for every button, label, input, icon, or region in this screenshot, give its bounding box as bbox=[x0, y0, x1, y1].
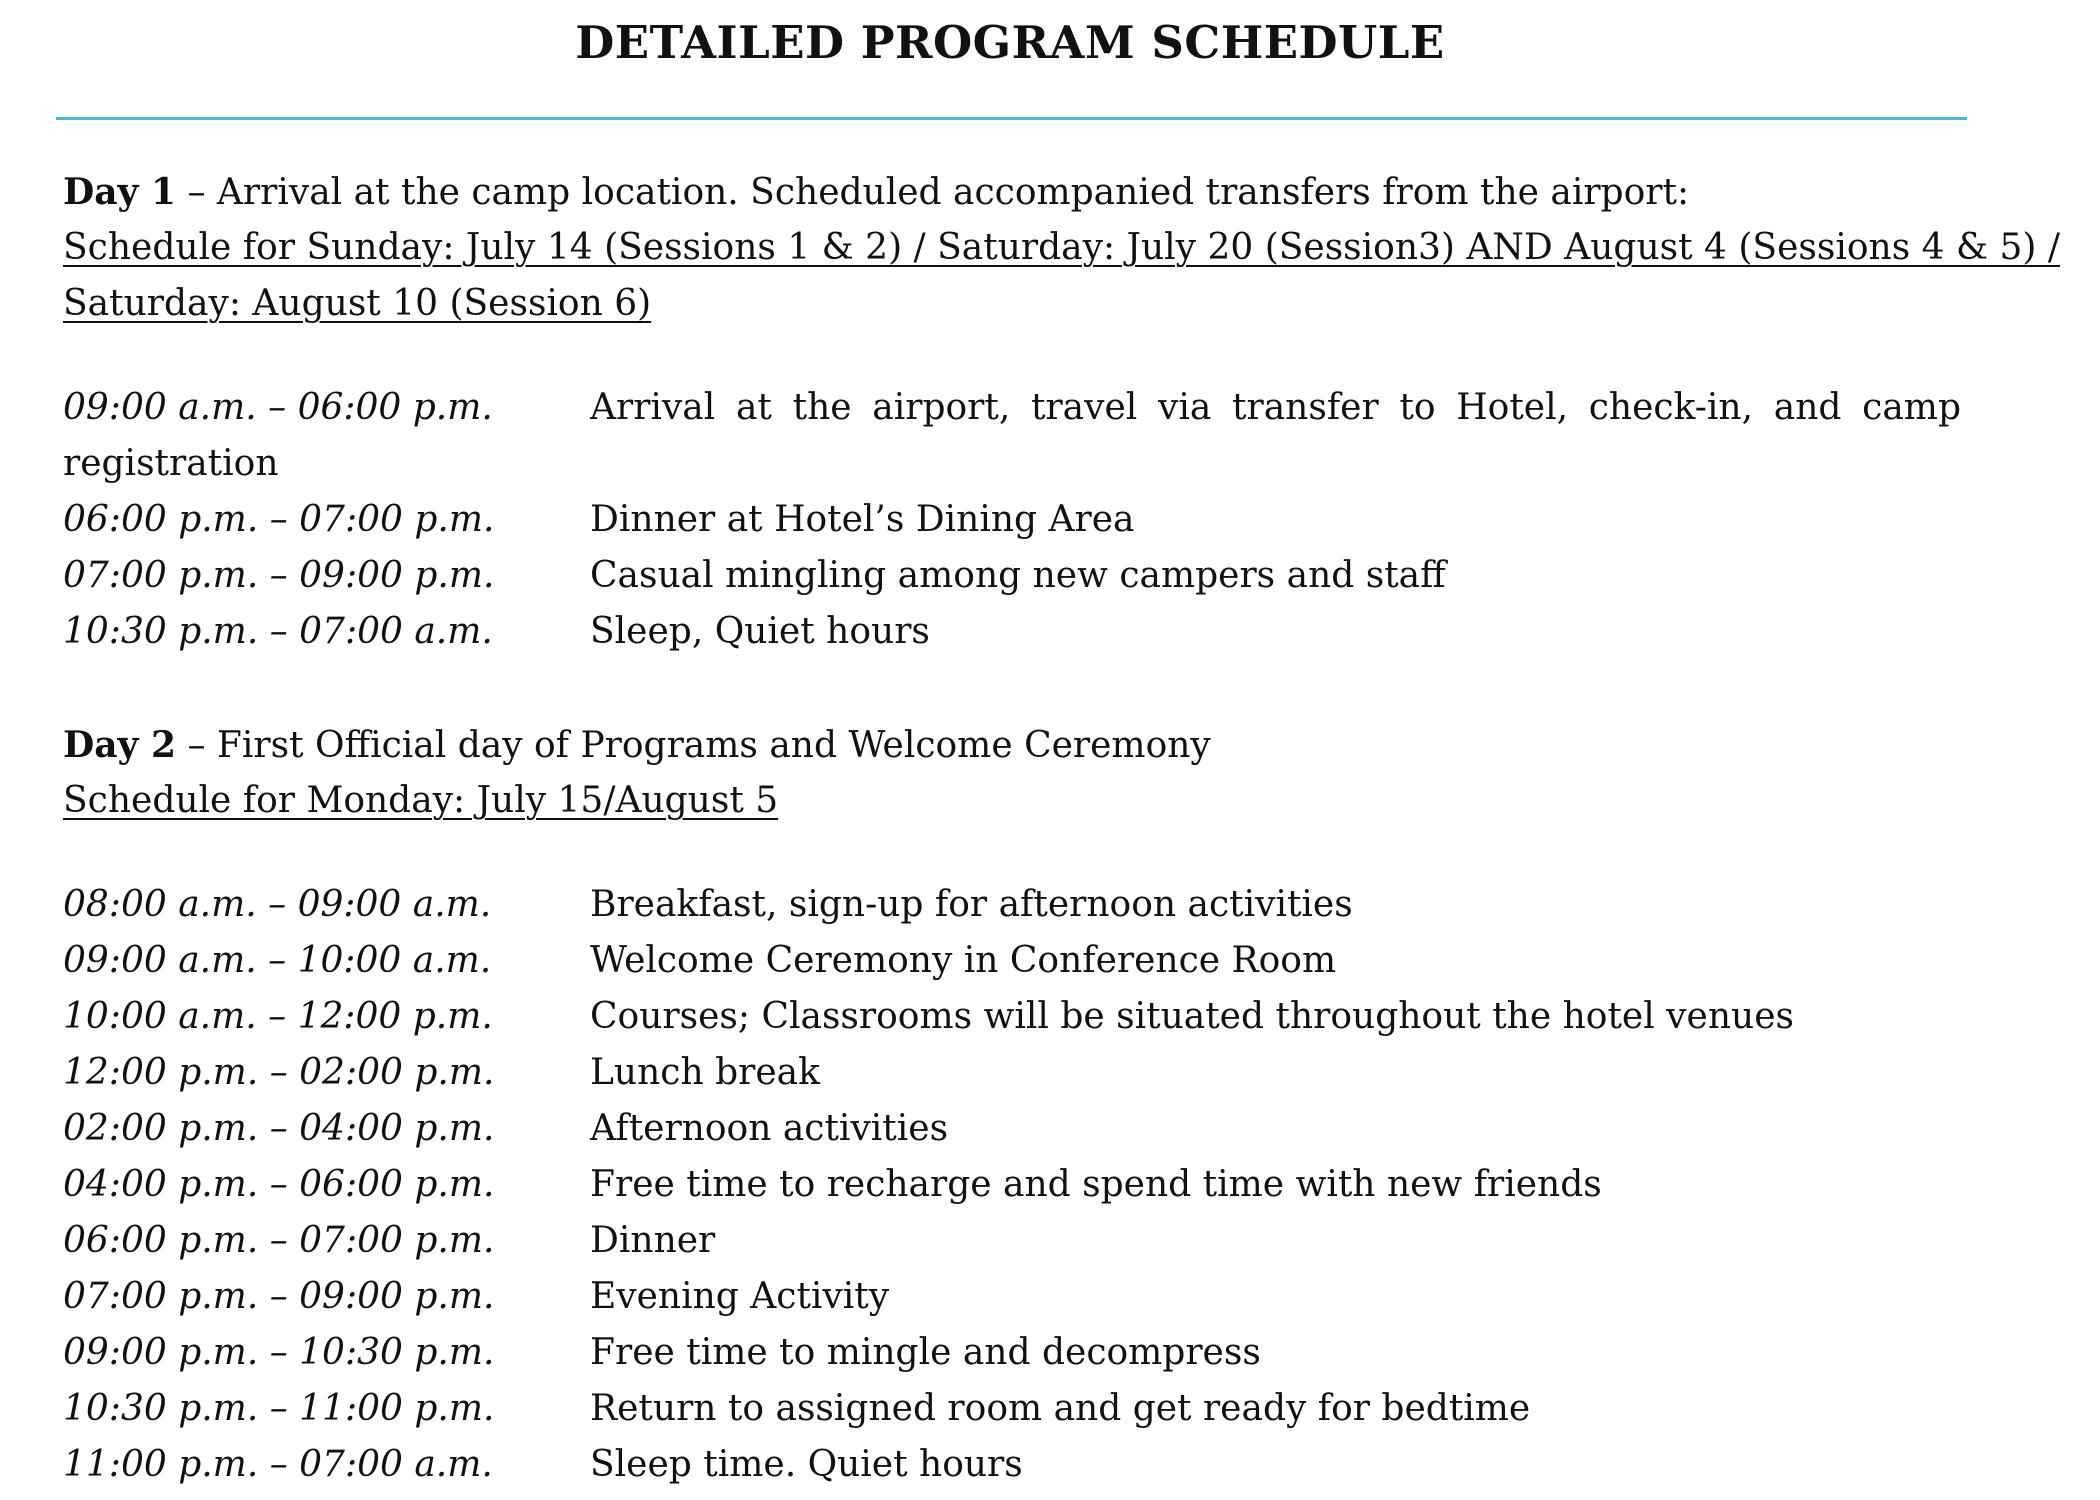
row-activity: Free time to mingle and decompress bbox=[590, 1332, 1261, 1373]
day-1-description: – Arrival at the camp location. Scheduled accompanied transfers from the airport: bbox=[176, 172, 1690, 213]
row-time: 10:30 p.m. – 11:00 p.m. bbox=[63, 1388, 495, 1429]
row-time: 12:00 p.m. – 02:00 p.m. bbox=[63, 1052, 495, 1093]
day-1-label: Day 1 bbox=[63, 171, 177, 213]
day-2-schedule-line-1: Schedule for Monday: July 15/August 5 bbox=[63, 780, 779, 821]
schedule-row bbox=[63, 1101, 1961, 1157]
row-time: 10:30 p.m. – 07:00 a.m. bbox=[63, 611, 493, 652]
row-activity: Sleep time. Quiet hours bbox=[590, 1444, 1023, 1485]
row-time: 04:00 p.m. – 06:00 p.m. bbox=[63, 1164, 495, 1205]
row-activity: Dinner at Hotel’s Dining Area bbox=[590, 499, 1135, 540]
row-time: 09:00 a.m. – 10:00 a.m. bbox=[63, 940, 492, 981]
row-activity: Evening Activity bbox=[590, 1276, 890, 1317]
row-activity: Return to assigned room and get ready for bedtime bbox=[590, 1388, 1531, 1429]
schedule-row bbox=[63, 1157, 1961, 1213]
schedule-row bbox=[63, 604, 1961, 660]
title-divider bbox=[56, 117, 1967, 120]
row-time: 09:00 a.m. – 06:00 p.m. bbox=[63, 387, 493, 428]
day-1-heading bbox=[63, 164, 1961, 220]
day-2-label: Day 2 bbox=[63, 724, 177, 766]
schedule-row bbox=[63, 933, 1961, 989]
row-time: 08:00 a.m. – 09:00 a.m. bbox=[63, 884, 492, 925]
day-1-schedule-line-2: Saturday: August 10 (Session 6) bbox=[63, 283, 652, 324]
day-2-description: – First Official day of Programs and Welcome Ceremony bbox=[176, 725, 1211, 766]
day-1-section bbox=[63, 164, 2060, 660]
row-time: 02:00 p.m. – 04:00 p.m. bbox=[63, 1108, 495, 1149]
row-activity-line-2: registration bbox=[63, 443, 279, 484]
row-activity: Sleep, Quiet hours bbox=[590, 611, 930, 652]
row-activity: Casual mingling among new campers and staff bbox=[590, 555, 1446, 596]
day-1-schedule-line-1: Schedule for Sunday: July 14 (Sessions 1 & 2) / Saturday: July 20 (Session3) AND August 4 (Sessions 4 & 5) / bbox=[63, 227, 2060, 268]
schedule-row bbox=[63, 492, 1961, 548]
row-time: 11:00 p.m. – 07:00 a.m. bbox=[63, 1444, 493, 1485]
schedule-row bbox=[63, 1437, 1961, 1493]
schedule-row bbox=[63, 1213, 1961, 1269]
schedule-row bbox=[63, 380, 1961, 492]
day-2-schedule-table bbox=[63, 877, 1961, 1493]
schedule-row bbox=[63, 1325, 1961, 1381]
row-activity: Welcome Ceremony in Conference Room bbox=[590, 940, 1337, 981]
schedule-row bbox=[63, 548, 1961, 604]
schedule-row bbox=[63, 1045, 1961, 1101]
row-activity-line-1: Arrival at the airport, travel via transfer to Hotel, check-in, and camp bbox=[590, 387, 1961, 428]
row-time: 09:00 p.m. – 10:30 p.m. bbox=[63, 1332, 495, 1373]
page-title: DETAILED PROGRAM SCHEDULE bbox=[575, 16, 1445, 69]
schedule-row bbox=[63, 989, 1961, 1045]
row-activity: Afternoon activities bbox=[590, 1108, 949, 1149]
row-activity: Lunch break bbox=[590, 1052, 820, 1093]
day-2-section bbox=[63, 717, 1961, 1493]
day-1-schedule-table bbox=[63, 380, 1961, 660]
row-activity: Breakfast, sign-up for afternoon activities bbox=[590, 884, 1353, 925]
schedule-row bbox=[63, 877, 1961, 933]
row-time: 06:00 p.m. – 07:00 p.m. bbox=[63, 499, 495, 540]
row-time: 10:00 a.m. – 12:00 p.m. bbox=[63, 996, 493, 1037]
row-activity: Free time to recharge and spend time with new friends bbox=[590, 1164, 1602, 1205]
row-activity: Courses; Classrooms will be situated throughout the hotel venues bbox=[590, 996, 1794, 1037]
row-activity: Dinner bbox=[590, 1220, 716, 1261]
schedule-row bbox=[63, 1269, 1961, 1325]
row-time: 07:00 p.m. – 09:00 p.m. bbox=[63, 1276, 495, 1317]
schedule-row bbox=[63, 1381, 1961, 1437]
day-2-heading bbox=[63, 717, 1961, 773]
row-time: 07:00 p.m. – 09:00 p.m. bbox=[63, 555, 495, 596]
row-time: 06:00 p.m. – 07:00 p.m. bbox=[63, 1220, 495, 1261]
